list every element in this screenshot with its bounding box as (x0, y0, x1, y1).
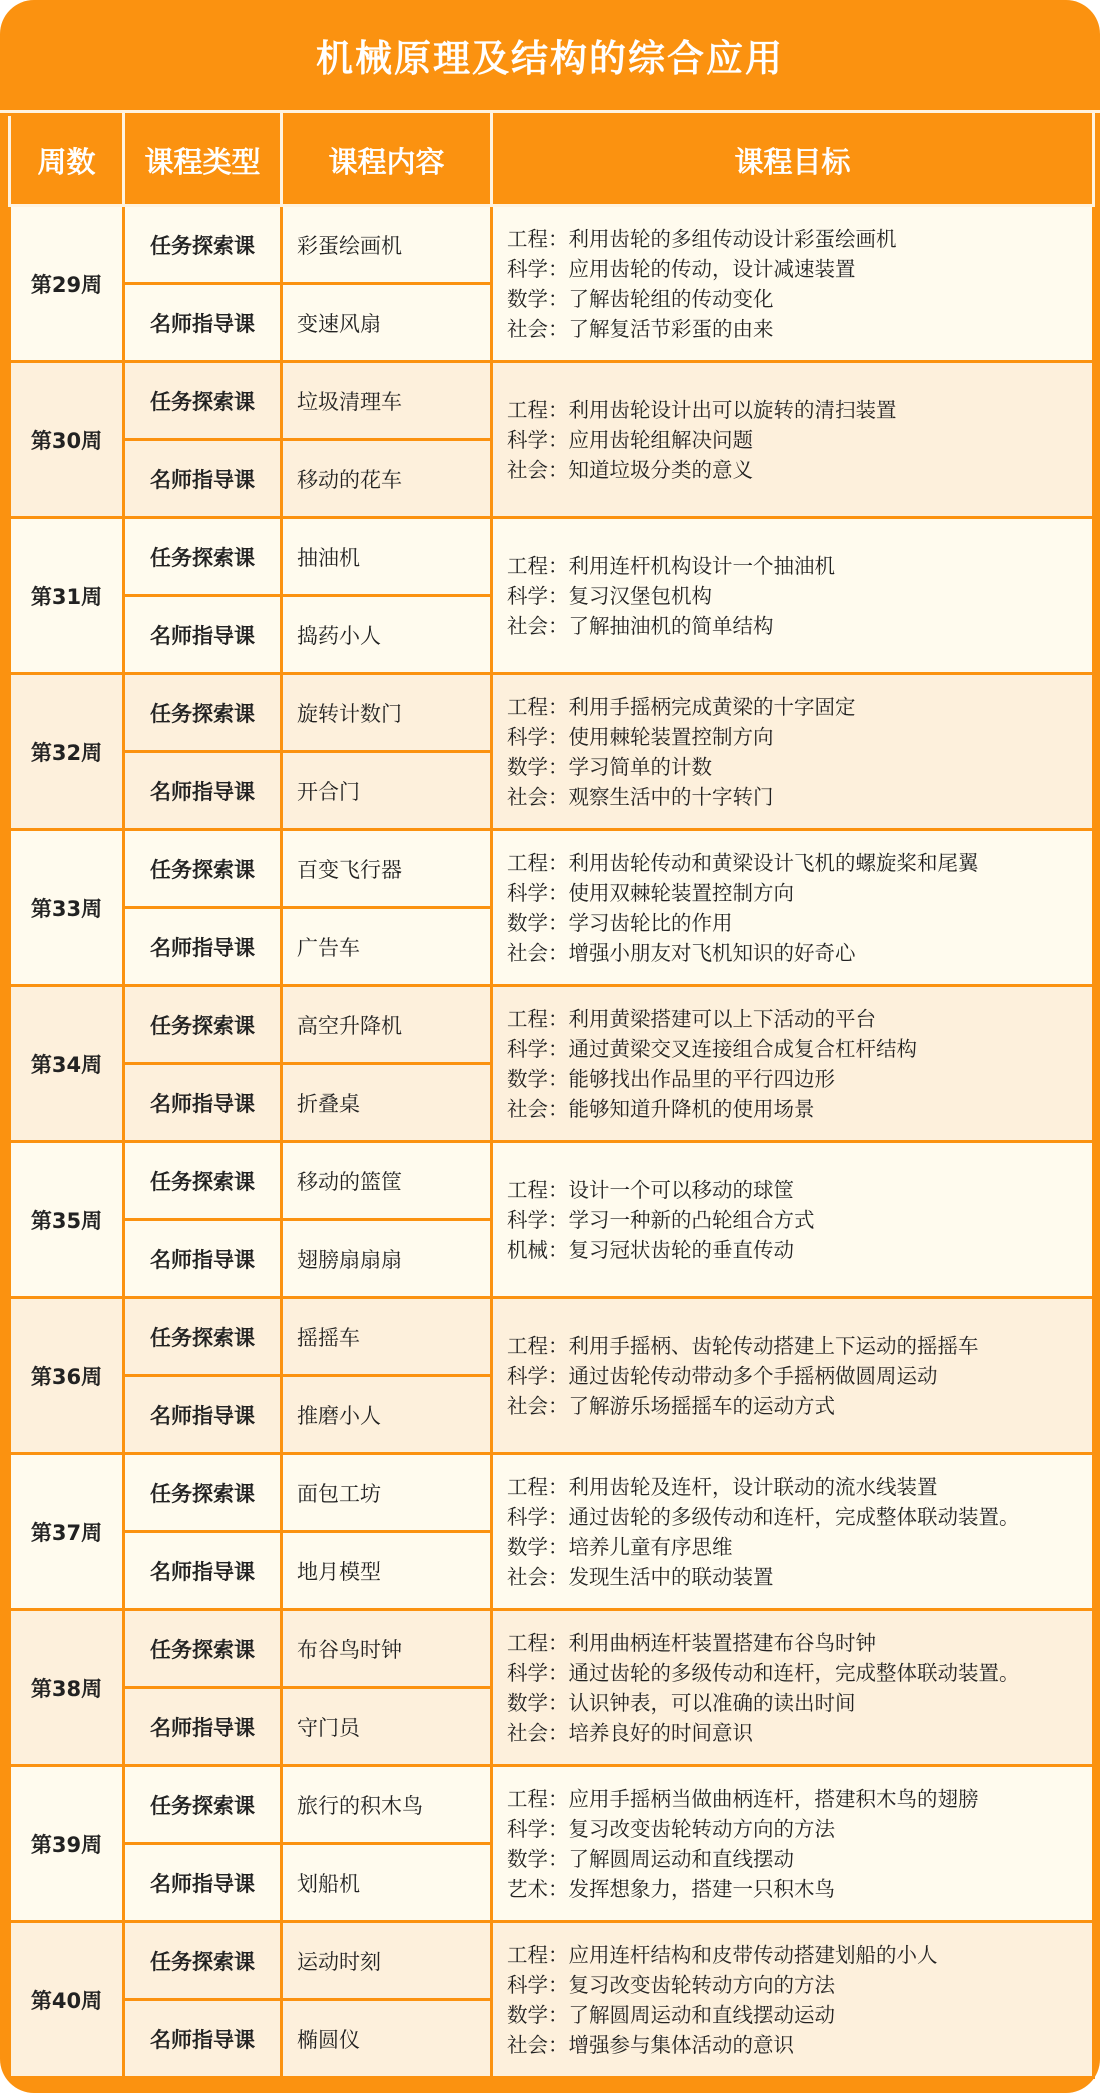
course-type-cell: 名师指导课 (124, 1220, 282, 1298)
goal-line: 社会：能够知道升降机的使用场景 (507, 1096, 815, 1121)
week-cell: 第36周 (10, 1298, 124, 1454)
goal-line: 科学：复习改变齿轮转动方向的方法 (507, 1972, 835, 1997)
course-type-cell: 名师指导课 (124, 284, 282, 362)
course-content-cell: 椭圆仪 (282, 2000, 492, 2078)
table-row (10, 1766, 1094, 1844)
goal-line: 机械：复习冠状齿轮的垂直传动 (507, 1237, 794, 1262)
goal-line: 科学：通过齿轮的多级传动和连杆，完成整体联动装置。 (507, 1504, 1020, 1529)
schedule-table (8, 113, 1095, 2079)
course-goals-cell (492, 362, 1094, 518)
course-content-cell: 广告车 (282, 908, 492, 986)
goal-line: 社会：增强参与集体活动的意识 (507, 2032, 794, 2057)
header-week: 周数 (10, 115, 124, 206)
course-goals-cell (492, 1454, 1094, 1610)
course-goals-cell (492, 830, 1094, 986)
goal-line: 社会：观察生活中的十字转门 (507, 784, 774, 809)
goal-line: 数学：了解圆周运动和直线摆动运动 (507, 2002, 835, 2027)
course-type-cell: 名师指导课 (124, 908, 282, 986)
goal-line: 科学：应用齿轮组解决问题 (507, 427, 753, 452)
course-content-cell: 彩蛋绘画机 (282, 206, 492, 284)
course-type-cell: 任务探索课 (124, 518, 282, 596)
table-row (10, 362, 1094, 440)
course-content-cell: 移动的篮筐 (282, 1142, 492, 1220)
table-row (10, 1610, 1094, 1688)
course-goals-cell (492, 206, 1094, 362)
course-content-cell: 捣药小人 (282, 596, 492, 674)
goal-line: 社会：增强小朋友对飞机知识的好奇心 (507, 940, 856, 965)
course-type-cell: 名师指导课 (124, 1376, 282, 1454)
goal-line: 社会：了解抽油机的简单结构 (507, 613, 774, 638)
goal-line: 社会：了解游乐场摇摇车的运动方式 (507, 1393, 835, 1418)
goal-line: 工程：利用手摇柄、齿轮传动搭建上下运动的摇摇车 (507, 1333, 979, 1358)
course-content-cell: 高空升降机 (282, 986, 492, 1064)
course-content-cell: 折叠桌 (282, 1064, 492, 1142)
week-cell: 第35周 (10, 1142, 124, 1298)
goal-line: 社会：发现生活中的联动装置 (507, 1564, 774, 1589)
course-content-cell: 移动的花车 (282, 440, 492, 518)
table-row (10, 1298, 1094, 1376)
course-type-cell: 任务探索课 (124, 1766, 282, 1844)
course-type-cell: 名师指导课 (124, 440, 282, 518)
week-cell: 第29周 (10, 206, 124, 362)
course-goals-cell (492, 674, 1094, 830)
goal-line: 科学：应用齿轮的传动，设计减速装置 (507, 256, 856, 281)
table-row (10, 1454, 1094, 1532)
course-goals-cell (492, 1766, 1094, 1922)
course-goals-cell (492, 1142, 1094, 1298)
goal-line: 科学：学习一种新的凸轮组合方式 (507, 1207, 815, 1232)
goal-line: 艺术：发挥想象力，搭建一只积木鸟 (507, 1876, 835, 1901)
course-content-cell: 垃圾清理车 (282, 362, 492, 440)
course-content-cell: 翅膀扇扇扇 (282, 1220, 492, 1298)
goal-line: 工程：利用曲柄连杆装置搭建布谷鸟时钟 (507, 1630, 876, 1655)
table-row (10, 1922, 1094, 2000)
goal-line: 数学：能够找出作品里的平行四边形 (507, 1066, 835, 1091)
week-cell: 第40周 (10, 1922, 124, 2078)
course-type-cell: 名师指导课 (124, 1688, 282, 1766)
goal-line: 科学：使用棘轮装置控制方向 (507, 724, 774, 749)
table-row (10, 986, 1094, 1064)
goal-line: 科学：复习改变齿轮转动方向的方法 (507, 1816, 835, 1841)
course-type-cell: 任务探索课 (124, 1142, 282, 1220)
goal-line: 工程：应用连杆结构和皮带传动搭建划船的小人 (507, 1942, 938, 1967)
course-type-cell: 名师指导课 (124, 752, 282, 830)
week-cell: 第38周 (10, 1610, 124, 1766)
week-cell: 第34周 (10, 986, 124, 1142)
course-content-cell: 划船机 (282, 1844, 492, 1922)
page-title: 机械原理及结构的综合应用 (316, 37, 784, 80)
goal-line: 社会：培养良好的时间意识 (507, 1720, 753, 1745)
course-type-cell: 名师指导课 (124, 596, 282, 674)
goal-line: 科学：使用双棘轮装置控制方向 (507, 880, 794, 905)
goal-line: 数学：学习简单的计数 (507, 754, 712, 779)
goal-line: 工程：利用黄梁搭建可以上下活动的平台 (507, 1006, 876, 1031)
goal-line: 工程：设计一个可以移动的球筐 (507, 1177, 794, 1202)
goal-line: 工程：利用齿轮设计出可以旋转的清扫装置 (507, 397, 897, 422)
week-cell: 第32周 (10, 674, 124, 830)
goal-line: 科学：复习汉堡包机构 (507, 583, 712, 608)
course-content-cell: 百变飞行器 (282, 830, 492, 908)
course-content-cell: 地月模型 (282, 1532, 492, 1610)
header-goal: 课程目标 (492, 115, 1094, 206)
course-content-cell: 变速风扇 (282, 284, 492, 362)
goal-line: 工程：利用齿轮及连杆，设计联动的流水线装置 (507, 1474, 938, 1499)
course-type-cell: 名师指导课 (124, 1532, 282, 1610)
course-content-cell: 守门员 (282, 1688, 492, 1766)
week-cell: 第33周 (10, 830, 124, 986)
week-cell: 第37周 (10, 1454, 124, 1610)
course-type-cell: 任务探索课 (124, 1298, 282, 1376)
course-content-cell: 布谷鸟时钟 (282, 1610, 492, 1688)
goal-line: 数学：了解齿轮组的传动变化 (507, 286, 774, 311)
course-type-cell: 任务探索课 (124, 206, 282, 284)
course-goals-cell (492, 1922, 1094, 2078)
goal-line: 科学：通过黄梁交叉连接组合成复合杠杆结构 (507, 1036, 917, 1061)
table-row (10, 206, 1094, 284)
goal-line: 科学：通过齿轮传动带动多个手摇柄做圆周运动 (507, 1363, 938, 1388)
week-cell: 第31周 (10, 518, 124, 674)
course-content-cell: 旅行的积木鸟 (282, 1766, 492, 1844)
goal-line: 数学：认识钟表，可以准确的读出时间 (507, 1690, 856, 1715)
course-type-cell: 任务探索课 (124, 1922, 282, 2000)
course-content-cell: 运动时刻 (282, 1922, 492, 2000)
course-type-cell: 名师指导课 (124, 1064, 282, 1142)
course-content-cell: 推磨小人 (282, 1376, 492, 1454)
table-row (10, 1142, 1094, 1220)
goal-line: 工程：利用连杆机构设计一个抽油机 (507, 553, 835, 578)
table-row (10, 674, 1094, 752)
header-row (10, 115, 1094, 206)
course-type-cell: 任务探索课 (124, 986, 282, 1064)
course-type-cell: 任务探索课 (124, 1454, 282, 1532)
course-content-cell: 抽油机 (282, 518, 492, 596)
course-type-cell: 任务探索课 (124, 362, 282, 440)
table-row (10, 830, 1094, 908)
goal-line: 工程：利用手摇柄完成黄梁的十字固定 (507, 694, 856, 719)
week-cell: 第30周 (10, 362, 124, 518)
goal-line: 工程：利用齿轮传动和黄梁设计飞机的螺旋桨和尾翼 (507, 850, 979, 875)
table-row (10, 518, 1094, 596)
week-cell: 第39周 (10, 1766, 124, 1922)
course-goals-cell (492, 1298, 1094, 1454)
goal-line: 数学：学习齿轮比的作用 (507, 910, 733, 935)
course-type-cell: 名师指导课 (124, 2000, 282, 2078)
course-content-cell: 面包工坊 (282, 1454, 492, 1532)
course-type-cell: 任务探索课 (124, 1610, 282, 1688)
course-type-cell: 名师指导课 (124, 1844, 282, 1922)
schedule-body (10, 206, 1094, 2078)
goal-line: 工程：应用手摇柄当做曲柄连杆，搭建积木鸟的翅膀 (507, 1786, 979, 1811)
course-type-cell: 任务探索课 (124, 830, 282, 908)
goal-line: 数学：培养儿童有序思维 (507, 1534, 733, 1559)
course-content-cell: 旋转计数门 (282, 674, 492, 752)
course-goals-cell (492, 518, 1094, 674)
course-goals-cell (492, 1610, 1094, 1766)
course-content-cell: 摇摇车 (282, 1298, 492, 1376)
goal-line: 科学：通过齿轮的多级传动和连杆，完成整体联动装置。 (507, 1660, 1020, 1685)
header-type: 课程类型 (124, 115, 282, 206)
course-content-cell: 开合门 (282, 752, 492, 830)
goal-line: 数学：了解圆周运动和直线摆动 (507, 1846, 794, 1871)
header-content: 课程内容 (282, 115, 492, 206)
goal-line: 社会：了解复活节彩蛋的由来 (507, 316, 774, 341)
goal-line: 社会：知道垃圾分类的意义 (507, 457, 753, 482)
course-goals-cell (492, 986, 1094, 1142)
goal-line: 工程：利用齿轮的多组传动设计彩蛋绘画机 (507, 226, 897, 251)
course-type-cell: 任务探索课 (124, 674, 282, 752)
